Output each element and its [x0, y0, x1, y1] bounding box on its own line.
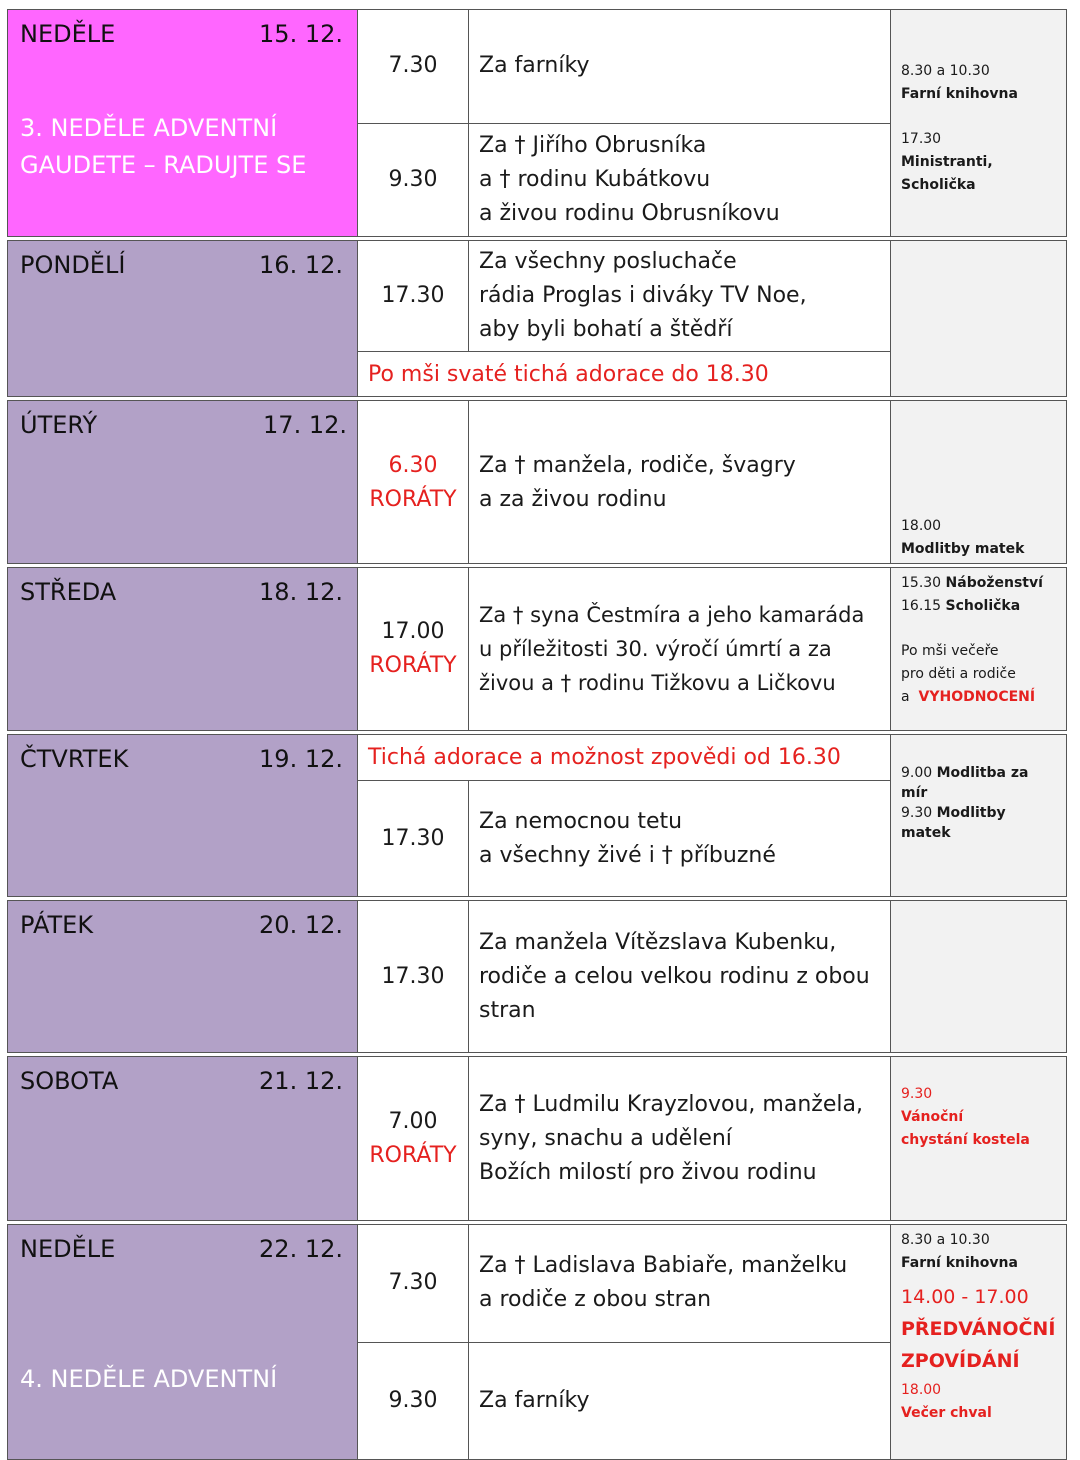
day-cell	[8, 735, 357, 896]
day-cell	[8, 1057, 357, 1220]
confession-highlight: 14.00 - 17.00 PŘEDVÁNOČNÍ ZPOVÍDÁNÍ	[901, 1286, 1056, 1372]
day-cell	[8, 10, 357, 236]
confession-note: Tichá adorace a možnost zpovědi od 16.30	[368, 745, 841, 770]
mass-row	[358, 241, 890, 351]
day-name: STŘEDA	[20, 578, 117, 606]
day-date: 18. 12.	[259, 578, 343, 606]
side-notes	[890, 241, 1066, 396]
day-cell	[8, 568, 357, 730]
masses-column	[357, 241, 890, 396]
day-row-wednesday	[7, 567, 1067, 731]
mass-row	[358, 123, 890, 237]
mass-intention: Za manžela Vítězslava Kubenku, rodiče a celou velkou rodinu z obou stran	[468, 901, 890, 1052]
masses-column	[357, 735, 890, 896]
mass-intention: Za † Ladislava Babiaře, manželku a rodiče z obou stran	[468, 1225, 890, 1342]
mass-time: 17.30	[381, 963, 445, 989]
mass-intention: Za † Ludmilu Krayzlovou, manžela, syny, snachu a udělení Božích milostí pro živou rodinu	[468, 1057, 890, 1220]
mass-row	[358, 780, 890, 896]
mass-intention: Za nemocnou tetu a všechny živé i † příbuzné	[468, 781, 890, 896]
day-row-tuesday	[7, 400, 1067, 564]
mass-intention: Za farníky	[468, 10, 890, 123]
mass-row	[358, 1225, 890, 1342]
mass-row	[358, 1057, 890, 1220]
day-row-friday	[7, 900, 1067, 1053]
mass-intention: Za všechny posluchače rádia Proglas i diváky TV Noe, aby byli bohatí a štědří	[468, 241, 890, 351]
day-row-thursday	[7, 734, 1067, 897]
masses-column	[357, 1057, 890, 1220]
day-date: 16. 12.	[259, 251, 343, 279]
roraty-label: RORÁTY	[369, 487, 457, 512]
roraty-label: RORÁTY	[369, 653, 457, 678]
day-name: NEDĚLE	[20, 1235, 116, 1263]
day-row-sunday-15	[7, 9, 1067, 237]
day-date: 22. 12.	[259, 1235, 343, 1263]
roraty-label: RORÁTY	[369, 1142, 457, 1168]
day-subtitle: 3. NEDĚLE ADVENTNÍ GAUDETE – RADUJTE SE	[20, 114, 307, 179]
day-row-saturday	[7, 1056, 1067, 1221]
side-notes: 8.30 a 10.30 Farní knihovna 17.30 Ministranti, Scholička	[890, 10, 1066, 236]
day-name: SOBOTA	[20, 1067, 119, 1095]
day-name: PÁTEK	[20, 911, 94, 939]
mass-time: 7.00 RORÁTY	[358, 1057, 468, 1220]
mass-time: 9.30	[388, 1387, 438, 1413]
side-notes: 18.00 Modlitby matek	[890, 401, 1066, 563]
mass-time: 9.30	[388, 166, 438, 192]
side-notes	[890, 901, 1066, 1052]
day-cell	[8, 241, 357, 396]
mass-intention: Za † syna Čestmíra a jeho kamaráda u příležitosti 30. výročí úmrtí a za živou a † rodinu Tižkovu a Ličkovu	[468, 568, 890, 730]
day-row-sunday-22	[7, 1224, 1067, 1460]
day-cell	[8, 1225, 357, 1459]
day-row-monday	[7, 240, 1067, 397]
mass-time: 17.00 RORÁTY	[358, 568, 468, 730]
mass-time: 6.30 RORÁTY	[358, 401, 468, 563]
side-notes: 9.00 Modlitba za mír 9.30 Modlitby matek	[890, 735, 1066, 896]
day-name: ÚTERÝ	[20, 411, 98, 439]
mass-row	[358, 901, 890, 1052]
masses-column	[357, 401, 890, 563]
day-cell	[8, 901, 357, 1052]
day-cell	[8, 401, 357, 563]
day-name: NEDĚLE	[20, 20, 116, 48]
masses-column	[357, 568, 890, 730]
mass-time: 17.30	[381, 825, 445, 851]
masses-column	[357, 1225, 890, 1459]
mass-time: 17.30	[381, 283, 445, 308]
mass-row	[358, 568, 890, 730]
mass-row	[358, 1342, 890, 1460]
day-name: PONDĚLÍ	[20, 251, 126, 279]
side-notes: 9.30 Vánoční chystání kostela	[890, 1057, 1066, 1220]
day-date: 21. 12.	[259, 1067, 343, 1095]
mass-row	[358, 10, 890, 123]
masses-column	[357, 10, 890, 236]
evaluation-label: VYHODNOCENÍ	[918, 689, 1036, 705]
mass-row	[358, 401, 890, 563]
day-date: 17. 12.	[263, 411, 347, 439]
day-date: 19. 12.	[259, 745, 343, 773]
mass-intention: Za farníky	[468, 1343, 890, 1460]
weekly-schedule	[7, 9, 1067, 1460]
masses-column	[357, 901, 890, 1052]
day-subtitle: 4. NEDĚLE ADVENTNÍ	[20, 1365, 278, 1393]
mass-time: 7.30	[388, 1270, 438, 1296]
mass-intention: Za † manžela, rodiče, švagry a za živou rodinu	[468, 401, 890, 563]
adoration-note: Po mši svaté tichá adorace do 18.30	[358, 351, 890, 396]
side-notes: 15.30 Náboženství 16.15 Scholička Po mši večeře pro děti a rodiče a VYHODNOCENÍ	[890, 568, 1066, 730]
day-date: 20. 12.	[259, 911, 343, 939]
side-notes: 8.30 a 10.30 Farní knihovna 14.00 - 17.00 PŘEDVÁNOČNÍ ZPOVÍDÁNÍ 18.00 Večer chval	[890, 1225, 1066, 1459]
mass-time: 7.30	[388, 53, 438, 79]
mass-intention: Za † Jiřího Obrusníka a † rodinu Kubátkovu a živou rodinu Obrusníkovu	[468, 124, 890, 237]
day-name: ČTVRTEK	[20, 745, 129, 773]
day-date: 15. 12.	[259, 20, 343, 48]
